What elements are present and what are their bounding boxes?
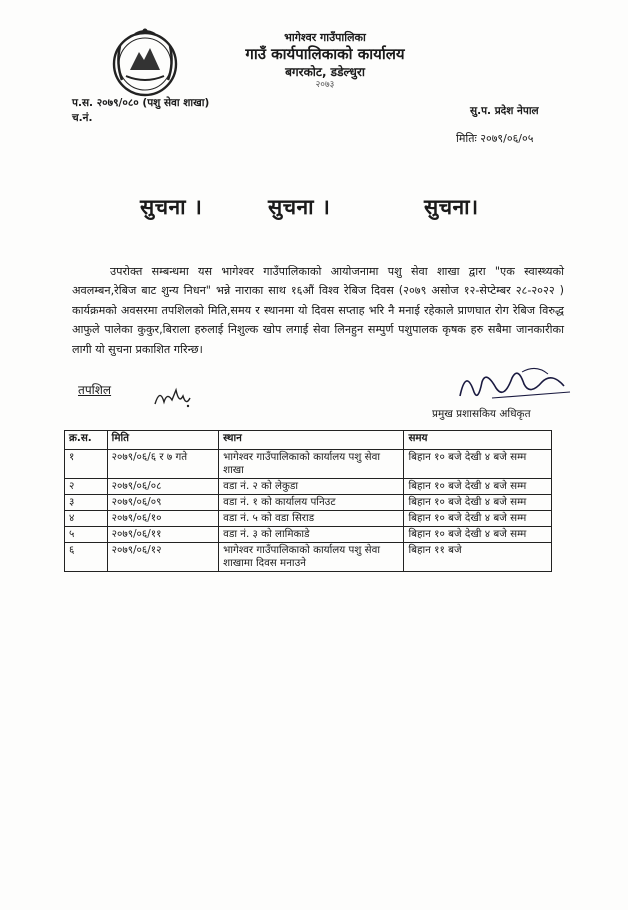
- row-place: वडा नं. १ को कार्यालय पनिउट: [219, 495, 404, 511]
- row-date: २०७९/०६/६ र ७ गते: [107, 450, 218, 479]
- office-address: बगरकोट, डडेल्धुरा: [285, 65, 365, 79]
- row-place: वडा नं. २ को लेकुडा: [219, 479, 404, 495]
- row-place: भागेश्वर गाउँपालिकाको कार्यालय पशु सेवा शाखा: [219, 450, 404, 479]
- initials-signature-icon: [152, 384, 192, 412]
- letter-number: प.स. २०७९/०८० (पशु सेवा शाखा): [72, 97, 210, 109]
- officer-title: प्रमुख प्रशासकिय अधिकृत: [432, 408, 531, 420]
- table-row: [65, 543, 552, 572]
- header-date: मिति: [107, 431, 218, 450]
- row-time: बिहान १० बजे देखी ४ बजे सम्म: [404, 527, 552, 543]
- row-serial: ५: [65, 527, 108, 543]
- table-row: [65, 495, 552, 511]
- row-place: भागेश्वर गाउँपालिकाको कार्यालय पशु सेवा शाखामा दिवस मनाउने: [219, 543, 404, 572]
- row-serial: ३: [65, 495, 108, 511]
- row-place: वडा नं. ३ को लामिकाडे: [219, 527, 404, 543]
- notice-body: [72, 262, 564, 359]
- row-date: २०७९/०६/०९: [107, 495, 218, 511]
- details-label: तपशिल: [78, 383, 112, 397]
- reference-block: [72, 96, 209, 126]
- notice-title-2: सुचना ।: [268, 195, 331, 219]
- office-header: [220, 30, 430, 90]
- letter-date: मितिः २०७९/०६/०५: [456, 132, 534, 145]
- schedule-table: [64, 430, 552, 572]
- header-time: समय: [404, 431, 552, 450]
- row-serial: २: [65, 479, 108, 495]
- office-name-main: गाउँ कार्यपालिकाको कार्यालय: [245, 45, 405, 63]
- row-serial: ६: [65, 543, 108, 572]
- header-place: स्थान: [219, 431, 404, 450]
- office-name-small: भागेश्वर गाउँपालिका: [284, 31, 366, 44]
- row-date: २०७९/०६/०८: [107, 479, 218, 495]
- row-serial: ४: [65, 511, 108, 527]
- row-date: २०७९/०६/१२: [107, 543, 218, 572]
- notice-title-3: सुचना।: [424, 195, 479, 219]
- row-date: २०७९/०६/१०: [107, 511, 218, 527]
- notice-body-text: उपरोक्त सम्बन्धमा यस भागेश्वर गाउँपालिकाको आयोजनामा पशु सेवा शाखा द्वारा "एक स्वास्थ्यको अवलम्बन,रेबिज बाट शुन्य निधन" भन्ने नाराका साथ १६औं विश्व रेबिज दिवस (२०७९ असोज १२-सेप्टेम्बर २८-२०२२ ) कार्यक्रमको अवसरमा तपशिलको मिति,समय र स्थानमा यो दिवस सप्ताह भरि नै मनाई रहेकाले प्राणघात रोग रेबिज विरुद्ध आफुले पालेका कुकुर,बिराला हरुलाई निशुल्क खोप लगाई सेवा लिनहुन सम्पुर्ण पशुपालक कृषक हरु सबैमा जानकारीका लागी यो सुचना प्रकाशित गरिन्छ।: [72, 265, 564, 356]
- table-row: [65, 479, 552, 495]
- row-time: बिहान ११ बजे: [404, 543, 552, 572]
- row-date: २०७९/०६/११: [107, 527, 218, 543]
- dispatch-number: च.नं.: [72, 112, 93, 124]
- row-serial: १: [65, 450, 108, 479]
- table-row: [65, 527, 552, 543]
- header-serial: क्र.स.: [65, 431, 108, 450]
- nepal-emblem-icon: [108, 26, 182, 100]
- row-time: बिहान १० बजे देखी ४ बजे सम्म: [404, 450, 552, 479]
- addressee: सु.प. प्रदेश नेपाल: [470, 105, 539, 117]
- table-row: [65, 450, 552, 479]
- notice-title-1: सुचना ।: [140, 195, 203, 219]
- table-header-row: [65, 431, 552, 450]
- row-time: बिहान १० बजे देखी ४ बजे सम्म: [404, 479, 552, 495]
- row-time: बिहान १० बजे देखी ४ बजे सम्म: [404, 495, 552, 511]
- row-place: वडा नं. ५ को वडा सिराड: [219, 511, 404, 527]
- established-year: २०७३: [315, 80, 335, 90]
- officer-signature-icon: [452, 362, 580, 408]
- table-row: [65, 511, 552, 527]
- row-time: बिहान १० बजे देखी ४ बजे सम्म: [404, 511, 552, 527]
